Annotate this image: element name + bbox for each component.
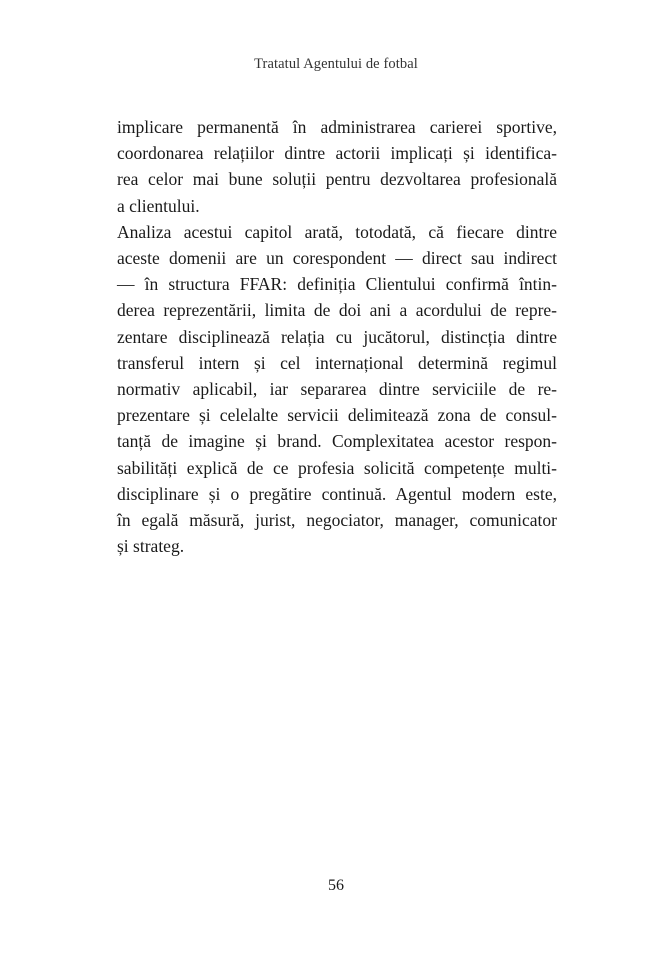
text-line: — în structura FFAR: definiția Clientului confirmă întin- — [117, 274, 557, 295]
text-line: zentare disciplinează relația cu jucătorul, distincția dintre — [117, 326, 557, 347]
text-line: transferul intern și cel internațional determină regimul — [117, 352, 557, 373]
paragraph-2 — [117, 219, 557, 560]
text-line: sabilități explică de ce profesia solicită competențe multi- — [117, 457, 557, 478]
text-line: și strateg. — [117, 536, 185, 557]
text-line: coordonarea relațiilor dintre actorii implicați și identifica- — [117, 143, 557, 164]
running-header: Tratatul Agentului de fotbal — [254, 56, 418, 72]
paragraph-1 — [117, 114, 557, 219]
text-line: prezentare și celelalte servicii delimitează zona de consul- — [117, 405, 557, 426]
text-line: derea reprezentării, limita de doi ani a acordului de repre- — [117, 300, 557, 321]
text-line: implicare permanentă în administrarea carierei sportive, — [117, 117, 557, 137]
text-line: tanță de imagine și brand. Complexitatea acestor respon- — [117, 431, 557, 452]
text-line: în egală măsură, jurist, negociator, manager, comunicator — [117, 510, 557, 531]
text-line: rea celor mai bune soluții pentru dezvoltarea profesională — [117, 169, 557, 190]
text-line: aceste domenii are un corespondent — direct sau indirect — [117, 248, 557, 269]
page-number: 56 — [328, 877, 344, 894]
body-text — [117, 114, 557, 559]
text-line: disciplinare și o pregătire continuă. Agentul modern este, — [117, 483, 557, 504]
text-line: normativ aplicabil, iar separarea dintre serviciile de re- — [117, 379, 557, 400]
text-line: Analiza acestui capitol arată, totodată, că fiecare dintre — [117, 221, 557, 242]
text-line: a clientului. — [117, 195, 200, 216]
